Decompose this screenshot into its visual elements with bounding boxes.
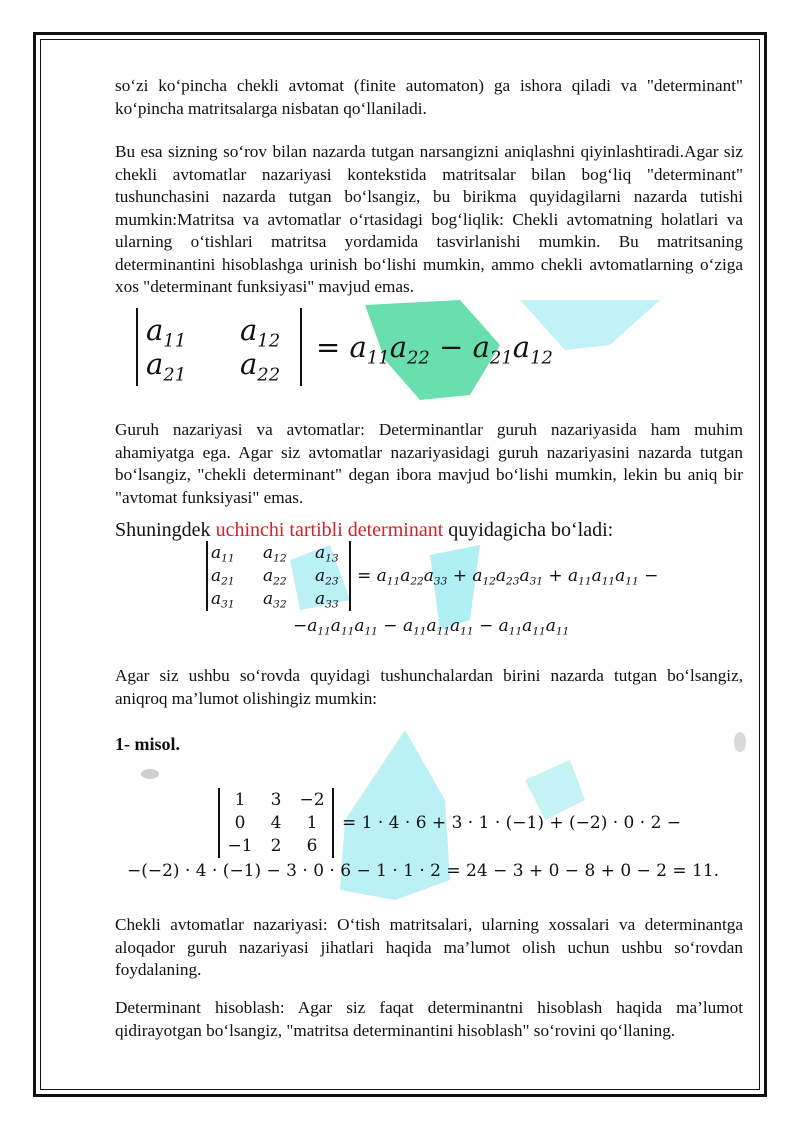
matrix-cell: $a_{21}$ — [211, 565, 235, 588]
matrix-cell: $a_{11}$ — [146, 313, 187, 352]
formula-3x3-line2: $-a_{11}a_{11}a_{11} - a_{11}a_{11}a_{11} - a_{11}a_{11}a_{11}$ — [293, 616, 570, 638]
matrix-cell: $a_{22}$ — [263, 565, 287, 588]
matrix-cell: $a_{22}$ — [240, 347, 281, 386]
matrix-cell: 1 — [234, 789, 246, 810]
matrix-cell: −1 — [227, 835, 253, 856]
paragraph-2: Bu esa sizning so‘rov bilan nazarda tutgan narsangizni aniqlashni qiyinlashtiradi.Agar siz chekli avtomatlar nazariyasi kontekstida matritsalar bilan bog‘liq "determinant" tushunchasini nazarda tutgan bo‘lsangiz, bu birikma quyidagilarni nazarda tutishi mumkin:Matritsa va avtomatlar o‘rtasidagi bog‘liqlik: Chekli avtomatning holatlari va ularning o‘tishlari matritsa yordamida tasvirlanishi mumkin. Bu matritsaning determinantini hisoblashga urinish bo‘lishi mumkin, ammo chekli avtomatlarning o‘ziga xos "determinant funksiyasi" mavjud emas. — [115, 142, 743, 296]
example-formula — [218, 788, 681, 858]
matrix-cell: $a_{12}$ — [240, 313, 281, 352]
intro-highlight: uchinchi tartibli determinant — [215, 519, 444, 541]
paragraph-4: Agar siz ushbu so‘rovda quyidagi tushunchalardan birini nazarda tutgan bo‘lsangiz, aniqroq ma’lumot olishingiz mumkin: — [115, 666, 743, 708]
determinant-bar-right — [349, 541, 351, 611]
formula-3x3 — [206, 541, 658, 611]
determinant-bar-right — [332, 788, 334, 858]
matrix-cell: 3 — [270, 789, 282, 810]
matrix-cell: 0 — [234, 812, 246, 833]
formula-3x3-line1: = $a_{11}a_{22}a_{33} + a_{12}a_{23}a_{31} + a_{11}a_{11}a_{11}$ − — [357, 566, 659, 588]
matrix-cell: $a_{23}$ — [315, 565, 339, 588]
third-order-intro — [115, 519, 613, 542]
example-line2: −(−2) · 4 · (−1) − 3 · 0 · 6 − 1 · 1 · 2 = 24 − 3 + 0 − 8 + 0 − 2 = 11. — [127, 861, 720, 881]
intro-text: quyidagicha bo‘ladi: — [443, 519, 614, 541]
matrix-cell: $a_{11}$ — [211, 542, 235, 565]
matrix-cell: 4 — [270, 812, 282, 833]
example-line1: = 1 · 4 · 6 + 3 · 1 · (−1) + (−2) · 0 · 2 − — [342, 813, 682, 833]
formula-2x2 — [136, 308, 553, 386]
matrix-cell: −2 — [299, 789, 325, 810]
matrix-cell: $a_{21}$ — [146, 347, 187, 386]
intro-text: Shuningdek — [115, 519, 216, 541]
matrix-cell: $a_{12}$ — [263, 542, 287, 565]
matrix-cell: $a_{31}$ — [211, 588, 235, 611]
matrix-cell: 6 — [306, 835, 318, 856]
paragraph-6: Determinant hisoblash: Agar siz faqat determinantni hisoblash haqida ma’lumot qidirayotgan bo‘lsangiz, "matritsa determinantini hisoblash" so‘rovini qo‘llaning. — [115, 998, 743, 1040]
matrix-cell: $a_{13}$ — [315, 542, 339, 565]
matrix-cell: $a_{32}$ — [263, 588, 287, 611]
paragraph-3: Guruh nazariyasi va avtomatlar: Determinantlar guruh nazariyasida ham muhim ahamiyatga ega. Agar siz avtomatlar nazariyasidagi guruh nazariyasini nazarda tutgan bo‘lsangiz, "chekli determinant" degan ibora mavjud bo‘lishi mumkin, lekin bu aniq bir "avtomat funksiyasi" emas. — [115, 420, 743, 507]
matrix-cell: 2 — [270, 835, 282, 856]
paragraph-5: Chekli avtomatlar nazariyasi: O‘tish matritsalari, ularning xossalari va determinantga aloqador guruh nazariyasi jihatlari haqida ma’lumot olish uchun ushbu so‘rovdan foydalaning. — [115, 915, 743, 979]
matrix-cell: $a_{33}$ — [315, 588, 339, 611]
example-heading: 1- misol. — [115, 734, 180, 754]
formula-2x2-rhs: = $a_{11}a_{22} - a_{21}a_{12}$ — [316, 330, 553, 369]
determinant-bar-right — [300, 308, 302, 386]
paragraph-1: so‘zi ko‘pincha chekli avtomat (finite automaton) ga ishora qiladi va "determinant" ko‘pincha matritsalarga nisbatan qo‘llaniladi. — [115, 76, 743, 118]
matrix-cell: 1 — [306, 812, 318, 833]
